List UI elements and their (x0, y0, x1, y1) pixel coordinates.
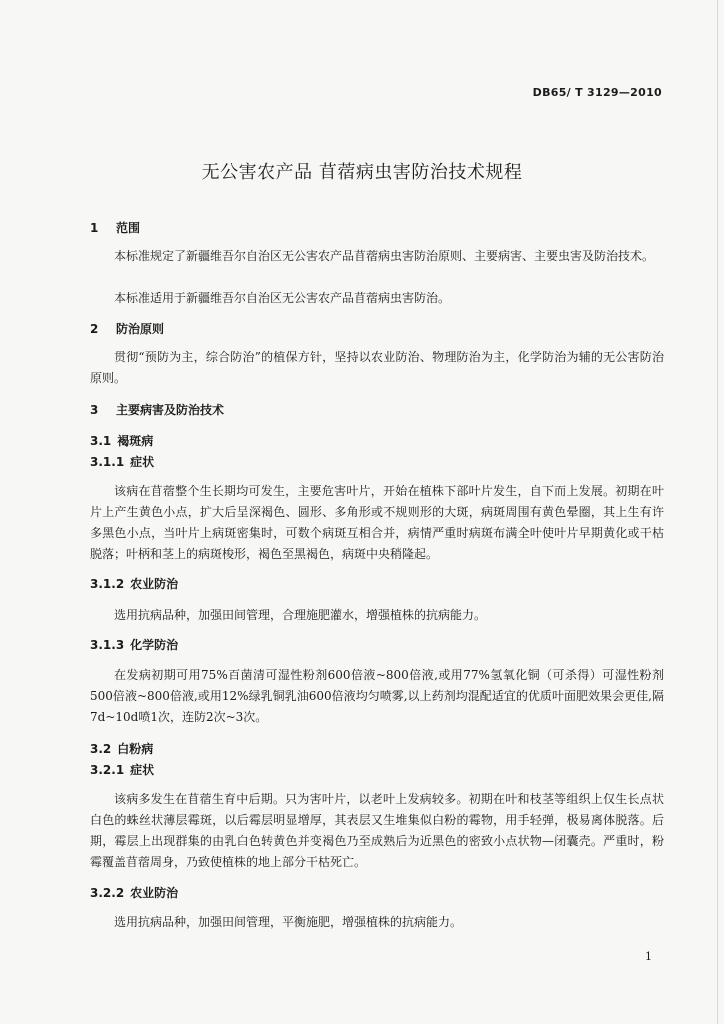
paragraph: 在发病初期可用75%百菌清可湿性粉剂600倍液~800倍液,或用77%氢氧化铜（可杀得）可湿性粉剂500倍液~800倍液,或用12%绿乳铜乳油600倍液均匀喷雾,以上药剂均混配适宜的优质叶面肥效果会更佳,隔7d~10d喷1次，连防2次~3次。 (90, 668, 664, 724)
subsection-heading-3-2 (90, 740, 153, 757)
section-number: 3.1.3 (90, 638, 125, 652)
subsection-heading-3-1 (90, 432, 153, 449)
section-title: 主要病害及防治技术 (116, 403, 225, 417)
paragraph: 本标准规定了新疆维吾尔自治区无公害农产品苜蓿病虫害防治原则、主要病害、主要虫害及防治技术。 (114, 249, 655, 263)
section-number: 3.2.1 (90, 763, 125, 777)
section-title: 化学防治 (130, 638, 179, 652)
subsection-heading-3-2-1 (90, 761, 154, 778)
section-number: 3.1 (90, 434, 112, 448)
section-title: 农业防治 (130, 577, 179, 591)
section-number: 3 (90, 403, 99, 417)
section-number: 3.1.1 (90, 455, 125, 469)
paragraph: 该病多发生在苜蓿生育中后期。只为害叶片，以老叶上发病较多。初期在叶和枝茎等组织上仅生长点状白色的蛛丝状薄层霉斑，以后霉层明显增厚，其表层又生堆集似白粉的霉物，用手轻弹，极易离体脱落。后期，霉层上出现群集的由乳白色转黄色并变褐色乃至成熟后为近黑色的密致小点状物—闭囊壳。严重时，粉霉覆盖苜蓿周身，乃致使植株的地上部分干枯死亡。 (90, 792, 664, 869)
paragraph: 该病在苜蓿整个生长期均可发生，主要危害叶片，开始在植株下部叶片发生，自下而上发展。初期在叶片上产生黄色小点，扩大后呈深褐色、圆形、多角形或不规则形的大斑，病斑周围有黄色晕圈，其上生有许多黑色小点，当叶片上病斑密集时，可数个病斑互相合并，病情严重时病斑布满全叶使叶片早期黄化或干枯脱落；叶柄和茎上的病斑梭形，褐色至黑褐色，病斑中央稍隆起。 (90, 484, 664, 561)
paragraph: 选用抗病品种，加强田间管理，合理施肥灌水，增强植株的抗病能力。 (114, 608, 487, 622)
paragraph: 选用抗病品种，加强田间管理，平衡施肥，增强植株的抗病能力。 (114, 915, 463, 929)
section-number: 1 (90, 221, 99, 235)
section-title: 白粉病 (117, 742, 154, 756)
section-heading-1 (90, 219, 140, 236)
section-number: 3.2 (90, 742, 112, 756)
section-title: 症状 (130, 455, 155, 469)
section-title: 褐斑病 (117, 434, 154, 448)
subsection-heading-3-2-2 (90, 884, 178, 901)
section-title: 范围 (116, 221, 141, 235)
section-title: 农业防治 (130, 886, 179, 900)
section-number: 2 (90, 322, 99, 336)
subsection-heading-3-1-1 (90, 453, 154, 470)
section-number: 3.2.2 (90, 886, 125, 900)
section-title: 防治原则 (116, 322, 165, 336)
scan-edge-line (717, 0, 718, 1024)
paragraph: 贯彻“预防为主，综合防治”的植保方针，坚持以农业防治、物理防治为主，化学防治为辅的无公害防治原则。 (90, 350, 664, 385)
section-number: 3.1.2 (90, 577, 125, 591)
subsection-heading-3-1-3 (90, 636, 178, 653)
document-title: 无公害农产品 苜蓿病虫害防治技术规程 (201, 162, 523, 183)
section-heading-2 (90, 320, 164, 337)
standard-code: DB65/ T 3129—2010 (532, 86, 662, 99)
paragraph: 本标准适用于新疆维吾尔自治区无公害农产品苜蓿病虫害防治。 (114, 291, 451, 305)
subsection-heading-3-1-2 (90, 575, 178, 592)
section-heading-3 (90, 401, 224, 418)
page-number: 1 (645, 950, 652, 963)
section-title: 症状 (130, 763, 155, 777)
